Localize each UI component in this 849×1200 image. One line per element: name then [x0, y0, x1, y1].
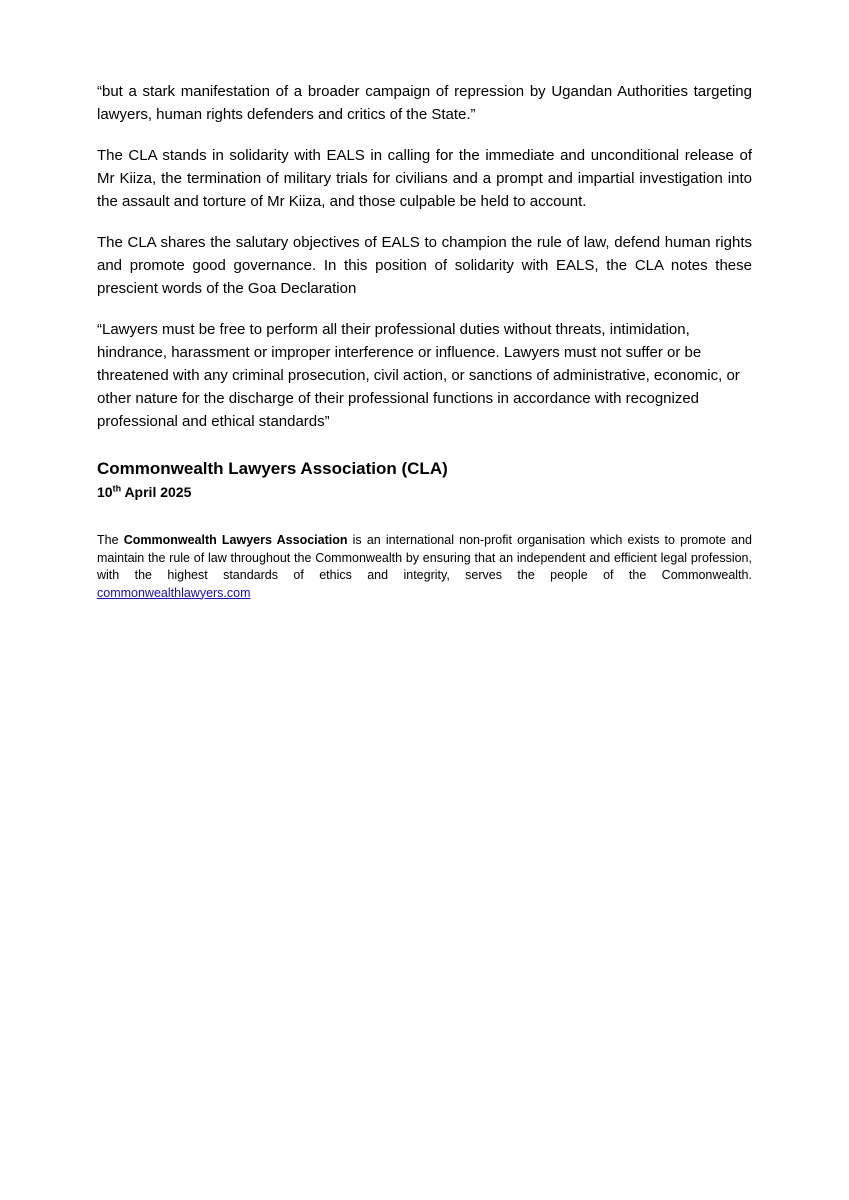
objectives-paragraph: The CLA shares the salutary objectives of EALS to champion the rule of law, defend human rights and promote good governance. In this position of solidarity with EALS, the CLA notes these prescient words of the Goa Declaration [97, 234, 752, 297]
about-prefix: The [97, 533, 124, 547]
about-organisation [97, 532, 752, 602]
about-body: is an international non-profit organisation which exists to promote and maintain the rule of law throughout the Commonwealth by ensuring that an independent and efficient legal profession, with the highest standards of ethics and integrity, serves the people of the Commonwealth. [97, 533, 752, 582]
date-month-year: April 2025 [121, 484, 192, 500]
document-body [97, 80, 752, 602]
date-suffix: th [112, 483, 122, 494]
date-day: 10 [97, 484, 113, 500]
signature-organisation: Commonwealth Lawyers Association (CLA) [97, 459, 448, 478]
goa-declaration-quote: “Lawyers must be free to perform all their professional duties without threats, intimidation, hindrance, harassment or improper interference or influence. Lawyers must not suffer or be threatened with any criminal prosecution, civil action, or sanctions of administrative, economic, or other nature for the discharge of their professional functions in accordance with recognized professional and ethical standards” [97, 321, 740, 430]
solidarity-paragraph: The CLA stands in solidarity with EALS in calling for the immediate and unconditional release of Mr Kiiza, the termination of military trials for civilians and a prompt and impartial investigation into the assault and torture of Mr Kiiza, and those culpable be held to account. [97, 147, 752, 210]
about-org-name: Commonwealth Lawyers Association [123, 533, 348, 547]
website-link[interactable]: commonwealthlawyers.com [97, 585, 251, 600]
signature-date [97, 482, 752, 502]
quote-paragraph-intro: “but a stark manifestation of a broader campaign of repression by Ugandan Authorities targeting lawyers, human rights defenders and critics of the State.” [97, 83, 752, 123]
